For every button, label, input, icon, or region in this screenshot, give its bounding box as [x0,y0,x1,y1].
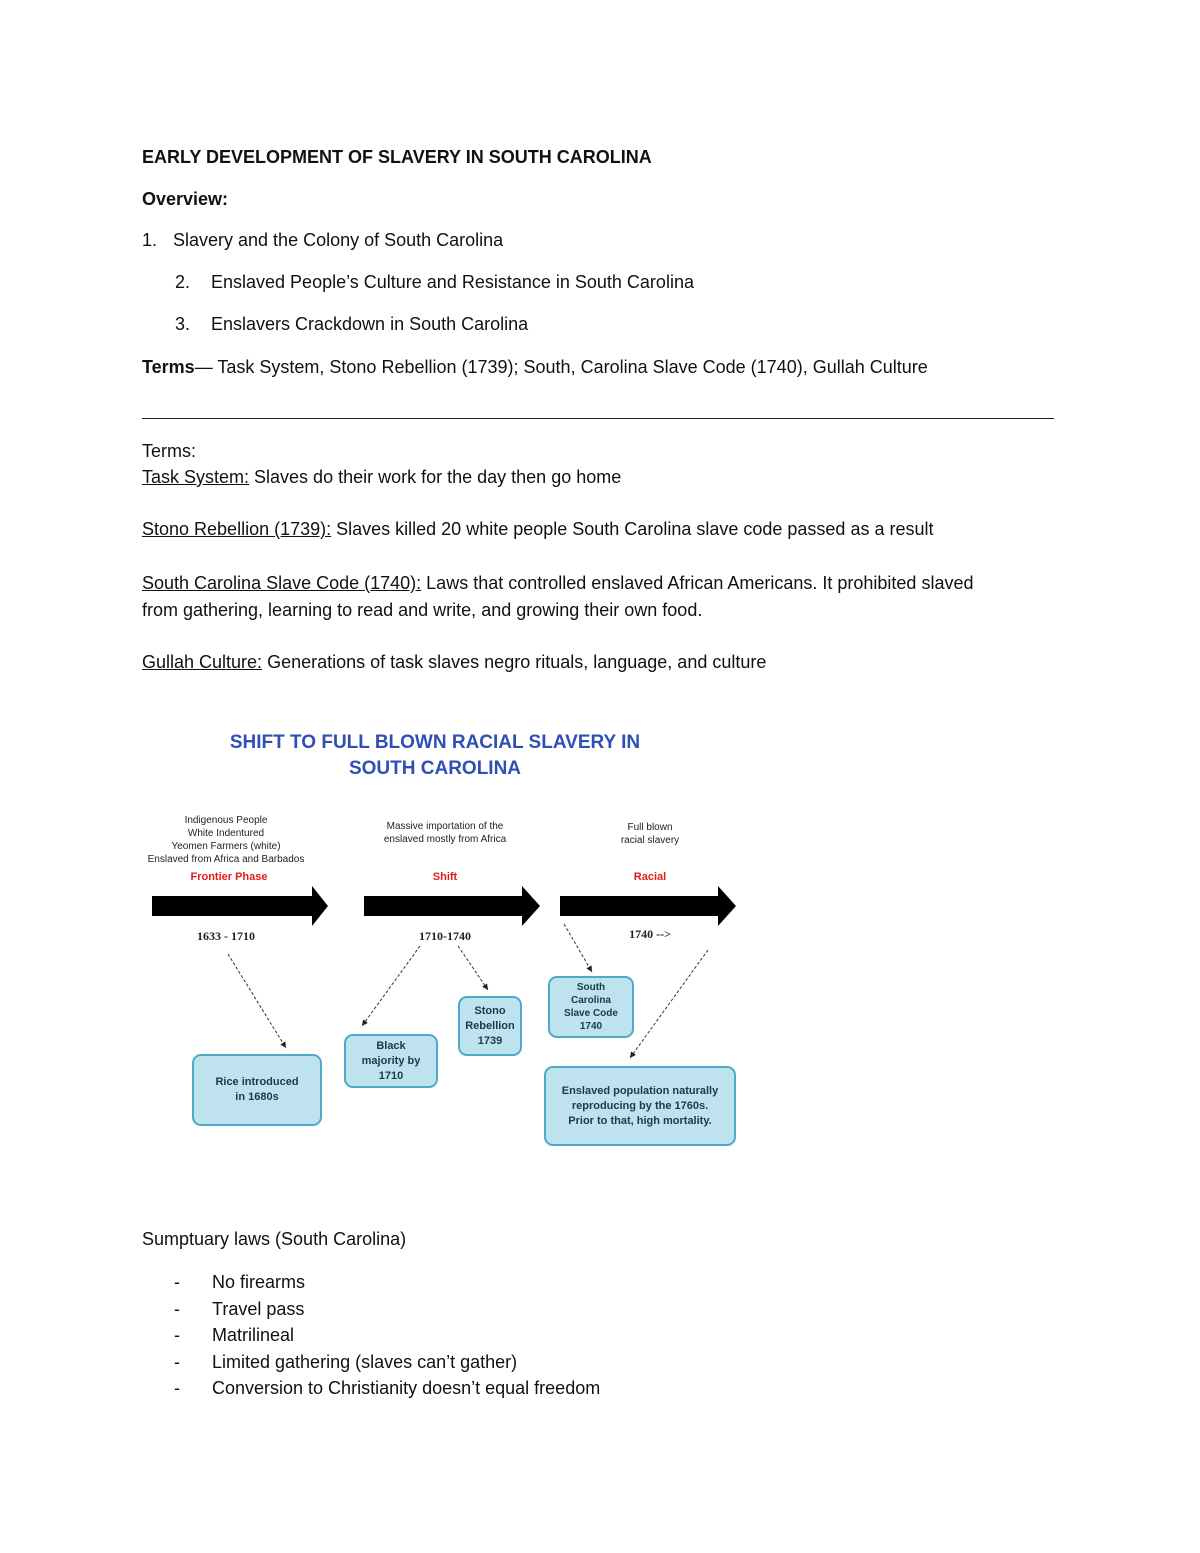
bullet-dash: - [174,1298,180,1319]
event-box-text: Rice introduced in 1680s [215,1076,299,1103]
phase-racial-label: Racial [633,871,667,883]
timeline-arrow-shift [364,886,540,926]
terms-label: Terms [142,357,195,377]
list-item [174,1296,600,1323]
bullet-dash: - [174,1351,180,1372]
event-box-text: Enslaved population naturally reproducing by the 1760s. Prior to that, high mortality. [561,1084,719,1127]
definition-stono-rebellion [142,518,933,540]
event-box-text: Stono Rebellion 1739 [465,1004,515,1047]
definition-text: Laws that controlled enslaved African Americans. It prohibited slaved [421,573,974,593]
phase-frontier-years: 1633 - 1710 [197,929,255,943]
phase-description-line: enslaved mostly from Africa [383,834,507,845]
definition-term: Stono Rebellion (1739): [142,519,332,539]
connector-stono [458,946,488,990]
phase-description-line: White Indentured [187,828,265,839]
definition-term: Task System: [142,467,250,487]
list-item [174,1375,600,1402]
bullet-dash: - [174,1378,180,1398]
terms-heading: Terms: [142,441,196,461]
phase-frontier-description [140,814,312,866]
bullet-dash: - [174,1272,180,1292]
phase-description-line: Full blown [627,822,673,833]
overview-item-text: Enslaved People’s Culture and Resistance in South Carolina [211,272,694,292]
definition-term: Gullah Culture: [142,652,263,672]
overview-item [142,229,503,251]
list-item [174,1269,600,1296]
phase-description-line: Massive importation of the [386,821,504,832]
phase-shift-description [350,820,540,846]
phase-description-line: Enslaved from Africa and Barbados [147,854,305,865]
terms-summary-line [142,356,928,378]
list-item-text: No firearms [212,1272,306,1292]
timeline-diagram [140,718,760,1168]
event-box-text: South Carolina Slave Code 1740 [564,982,618,1032]
definition-gullah-culture [142,651,766,673]
phase-racial-years: 1740 --> [629,927,671,941]
list-item [174,1322,600,1349]
event-box-black-majority [344,1034,438,1088]
phase-shift-years: 1710-1740 [419,929,471,943]
overview-item-number: 1. [142,230,158,250]
overview-item-text: Enslavers Crackdown in South Carolina [211,314,529,334]
definition-term: South Carolina Slave Code (1740): [142,573,422,593]
event-box-slave-code [548,976,634,1038]
sumptuary-list [174,1269,600,1402]
event-box-rice [192,1054,322,1126]
connector-black-majority [362,946,420,1026]
phase-description-line: Indigenous People [184,815,268,826]
list-item-text: Travel pass [212,1298,305,1319]
event-box-population [544,1066,736,1146]
connector-rice [228,954,286,1048]
overview-label: Overview: [142,189,229,209]
terms-list: — Task System, Stono Rebellion (1739); South, Carolina Slave Code (1740), Gullah Culture [194,357,928,377]
phase-racial-description [570,821,730,847]
overview-item-text: Slavery and the Colony of South Carolina [173,230,504,250]
timeline-arrow-frontier [152,886,328,926]
horizontal-divider [142,418,1054,419]
definition-text: Slaves killed 20 white people South Carolina slave code passed as a result [331,519,934,539]
bullet-dash: - [174,1325,180,1345]
document-title: EARLY DEVELOPMENT OF SLAVERY IN SOUTH CAROLINA [142,147,652,167]
phase-description-line: racial slavery [620,835,680,846]
phase-shift-label: Shift [432,871,458,883]
overview-item [175,313,528,335]
overview-item [175,271,694,293]
overview-item-number: 3. [175,314,191,334]
definition-slave-code-continued: from gathering, learning to read and write, and growing their own food. [142,600,703,620]
event-box-stono [458,996,522,1056]
definition-text: Slaves do their work for the day then go home [249,467,622,487]
connector-population [630,950,708,1058]
diagram-title-line-1: SHIFT TO FULL BLOWN RACIAL SLAVERY IN [229,732,641,753]
list-item-text: Matrilineal [212,1325,295,1345]
phase-frontier-label: Frontier Phase [190,871,268,883]
definition-slave-code [142,572,973,594]
list-item-text: Conversion to Christianity doesn’t equal freedom [212,1378,601,1398]
phase-description-line: Yeomen Farmers (white) [171,841,281,852]
sumptuary-heading: Sumptuary laws (South Carolina) [142,1229,407,1249]
definition-task-system [142,466,621,488]
list-item [174,1349,600,1376]
event-box-text: Black majority by 1710 [361,1039,421,1082]
timeline-arrow-racial [560,886,736,926]
overview-item-number: 2. [175,272,191,292]
definition-text: Generations of task slaves negro rituals, language, and culture [262,652,767,672]
diagram-title-line-2: SOUTH CAROLINA [348,758,522,779]
list-item-text: Limited gathering (slaves can’t gather) [212,1351,518,1372]
